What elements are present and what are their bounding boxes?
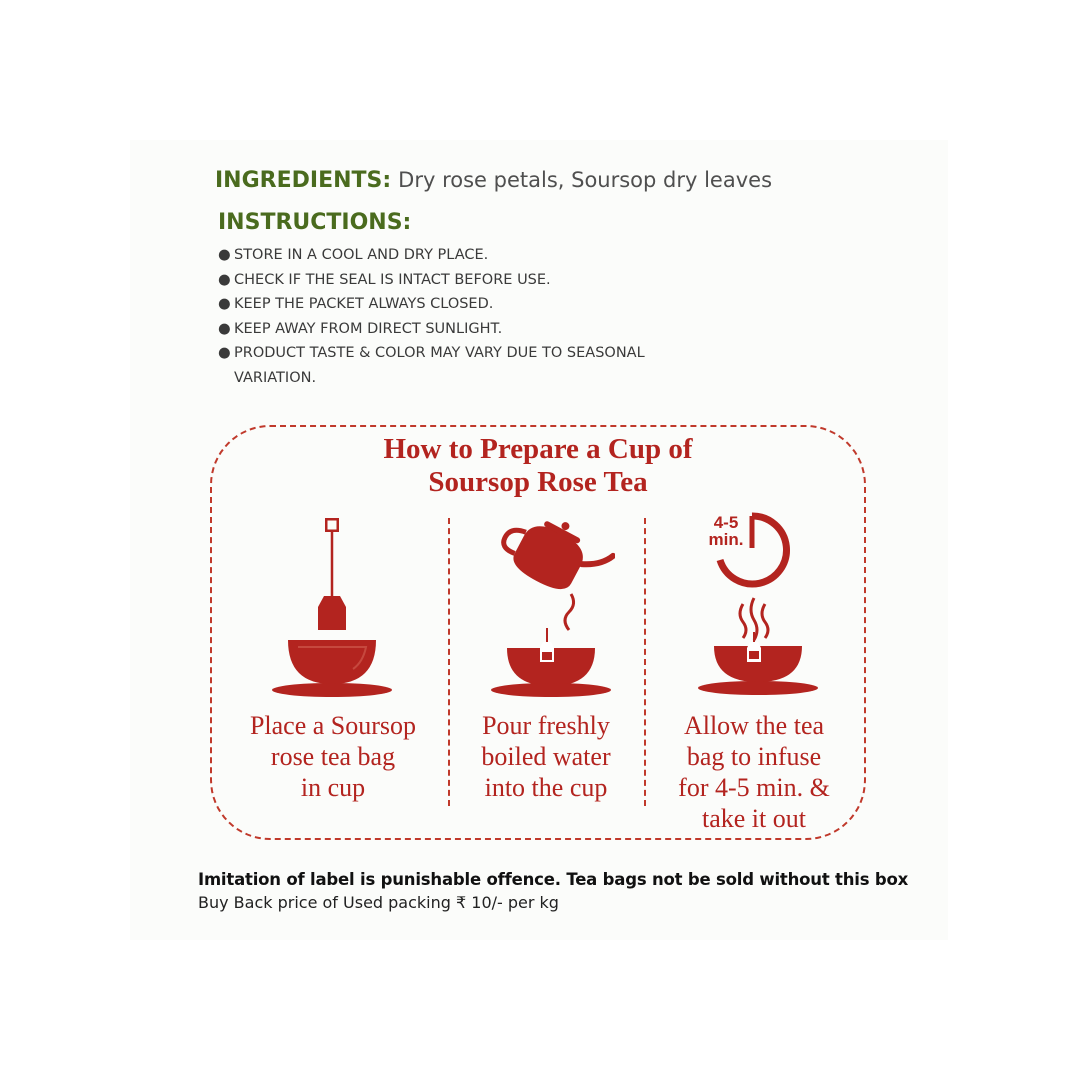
ingredients-line bbox=[215, 168, 772, 193]
instruction-item: ● STORE IN A COOL AND DRY PLACE. bbox=[218, 247, 489, 263]
instruction-item: ● KEEP AWAY FROM DIRECT SUNLIGHT. bbox=[218, 320, 503, 337]
timer-label-unit: min. bbox=[708, 530, 744, 549]
teapot-pour-icon bbox=[487, 512, 615, 702]
label-warning-text: Imitation of label is punishable offence. Tea bags not be sold without this box bbox=[198, 870, 909, 889]
instructions-heading: INSTRUCTIONS: bbox=[218, 210, 412, 235]
preparation-title-line1: How to Prepare a Cup of bbox=[383, 433, 693, 465]
timer-steam-cup-icon bbox=[694, 508, 824, 702]
instruction-item: ● PRODUCT TASTE & COLOR MAY VARY DUE TO SEASONAL VARIATION. bbox=[218, 345, 645, 386]
buyback-price-text: Buy Back price of Used packing ₹ 10/- per kg bbox=[198, 893, 559, 912]
tea-bag-cup-icon bbox=[268, 512, 396, 702]
step-1-text: Place a Soursop rose tea bag in cup bbox=[249, 711, 417, 802]
ingredients-value: Dry rose petals, Soursop dry leaves bbox=[398, 168, 773, 192]
instruction-item: ● KEEP THE PACKET ALWAYS CLOSED. bbox=[218, 296, 494, 313]
instruction-item: ● CHECK IF THE SEAL IS INTACT BEFORE USE. bbox=[218, 271, 551, 288]
ingredients-heading: INGREDIENTS: bbox=[215, 168, 392, 193]
preparation-title-line2: Soursop Rose Tea bbox=[428, 466, 648, 498]
step-3-text: Allow the tea bag to infuse for 4-5 min. & take it out bbox=[678, 711, 830, 833]
step-2-text: Pour freshly boiled water into the cup bbox=[481, 711, 611, 802]
preparation-title bbox=[210, 433, 866, 499]
instructions-list bbox=[218, 243, 704, 391]
timer-label-range: 4-5 bbox=[713, 513, 739, 532]
